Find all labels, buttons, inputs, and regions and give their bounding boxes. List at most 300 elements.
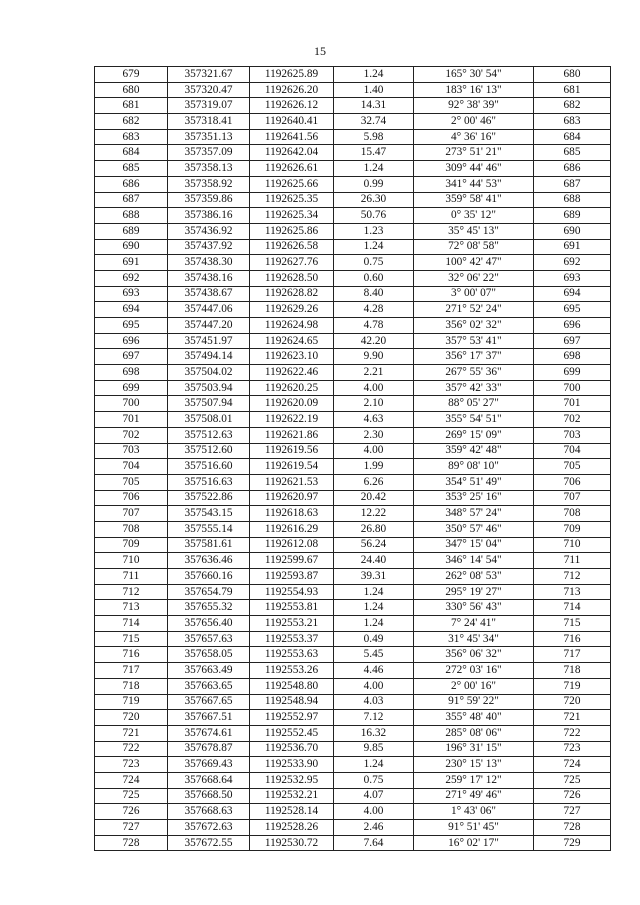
point-to-cell: 699 bbox=[534, 365, 611, 381]
point-to-cell: 688 bbox=[534, 192, 611, 208]
y-coordinate-cell: 1192612.08 bbox=[250, 537, 334, 553]
point-from-cell: 689 bbox=[95, 223, 168, 239]
y-coordinate-cell: 1192532.21 bbox=[250, 788, 334, 804]
x-coordinate-cell: 357358.92 bbox=[168, 176, 250, 192]
table-row bbox=[95, 663, 611, 679]
distance-cell: 0.60 bbox=[334, 270, 414, 286]
y-coordinate-cell: 1192532.95 bbox=[250, 772, 334, 788]
y-coordinate-cell: 1192528.14 bbox=[250, 804, 334, 820]
bearing-cell: 35° 45' 13" bbox=[414, 223, 534, 239]
x-coordinate-cell: 357359.86 bbox=[168, 192, 250, 208]
y-coordinate-cell: 1192625.35 bbox=[250, 192, 334, 208]
point-to-cell: 707 bbox=[534, 490, 611, 506]
table-row bbox=[95, 569, 611, 585]
bearing-cell: 348° 57' 24" bbox=[414, 506, 534, 522]
distance-cell: 26.30 bbox=[334, 192, 414, 208]
distance-cell: 56.24 bbox=[334, 537, 414, 553]
y-coordinate-cell: 1192626.12 bbox=[250, 98, 334, 114]
y-coordinate-cell: 1192622.19 bbox=[250, 412, 334, 428]
table-row bbox=[95, 208, 611, 224]
table-row bbox=[95, 804, 611, 820]
point-from-cell: 720 bbox=[95, 710, 168, 726]
table-row bbox=[95, 459, 611, 475]
distance-cell: 32.74 bbox=[334, 114, 414, 130]
y-coordinate-cell: 1192628.50 bbox=[250, 270, 334, 286]
point-to-cell: 682 bbox=[534, 98, 611, 114]
point-from-cell: 719 bbox=[95, 694, 168, 710]
bearing-cell: 356° 06' 32" bbox=[414, 647, 534, 663]
table-row bbox=[95, 725, 611, 741]
bearing-cell: 271° 52' 24" bbox=[414, 302, 534, 318]
point-from-cell: 705 bbox=[95, 474, 168, 490]
bearing-cell: 346° 14' 54" bbox=[414, 553, 534, 569]
point-from-cell: 687 bbox=[95, 192, 168, 208]
point-from-cell: 702 bbox=[95, 427, 168, 443]
distance-cell: 42.20 bbox=[334, 333, 414, 349]
y-coordinate-cell: 1192626.58 bbox=[250, 239, 334, 255]
point-from-cell: 688 bbox=[95, 208, 168, 224]
x-coordinate-cell: 357657.63 bbox=[168, 631, 250, 647]
point-from-cell: 725 bbox=[95, 788, 168, 804]
x-coordinate-cell: 357668.50 bbox=[168, 788, 250, 804]
bearing-cell: 285° 08' 06" bbox=[414, 725, 534, 741]
point-to-cell: 694 bbox=[534, 286, 611, 302]
point-from-cell: 692 bbox=[95, 270, 168, 286]
point-from-cell: 721 bbox=[95, 725, 168, 741]
table-row bbox=[95, 223, 611, 239]
point-from-cell: 679 bbox=[95, 67, 168, 83]
point-to-cell: 729 bbox=[534, 835, 611, 851]
table-row bbox=[95, 349, 611, 365]
x-coordinate-cell: 357351.13 bbox=[168, 129, 250, 145]
x-coordinate-cell: 357357.09 bbox=[168, 145, 250, 161]
y-coordinate-cell: 1192640.41 bbox=[250, 114, 334, 130]
distance-cell: 20.42 bbox=[334, 490, 414, 506]
bearing-cell: 357° 53' 41" bbox=[414, 333, 534, 349]
point-from-cell: 691 bbox=[95, 255, 168, 271]
distance-cell: 0.75 bbox=[334, 255, 414, 271]
bearing-cell: 273° 51' 21" bbox=[414, 145, 534, 161]
x-coordinate-cell: 357674.61 bbox=[168, 725, 250, 741]
x-coordinate-cell: 357522.86 bbox=[168, 490, 250, 506]
bearing-cell: 350° 57' 46" bbox=[414, 521, 534, 537]
x-coordinate-cell: 357507.94 bbox=[168, 396, 250, 412]
point-from-cell: 697 bbox=[95, 349, 168, 365]
point-to-cell: 719 bbox=[534, 678, 611, 694]
point-from-cell: 714 bbox=[95, 616, 168, 632]
bearing-cell: 165° 30' 54" bbox=[414, 67, 534, 83]
y-coordinate-cell: 1192552.45 bbox=[250, 725, 334, 741]
distance-cell: 1.24 bbox=[334, 600, 414, 616]
distance-cell: 0.99 bbox=[334, 176, 414, 192]
y-coordinate-cell: 1192624.98 bbox=[250, 318, 334, 334]
bearing-cell: 330° 56' 43" bbox=[414, 600, 534, 616]
distance-cell: 2.21 bbox=[334, 365, 414, 381]
point-from-cell: 723 bbox=[95, 757, 168, 773]
table-row bbox=[95, 302, 611, 318]
point-from-cell: 727 bbox=[95, 820, 168, 836]
table-row bbox=[95, 600, 611, 616]
point-to-cell: 721 bbox=[534, 710, 611, 726]
x-coordinate-cell: 357656.40 bbox=[168, 616, 250, 632]
distance-cell: 50.76 bbox=[334, 208, 414, 224]
distance-cell: 15.47 bbox=[334, 145, 414, 161]
y-coordinate-cell: 1192533.90 bbox=[250, 757, 334, 773]
distance-cell: 4.63 bbox=[334, 412, 414, 428]
distance-cell: 1.24 bbox=[334, 67, 414, 83]
point-to-cell: 686 bbox=[534, 161, 611, 177]
table-row bbox=[95, 584, 611, 600]
distance-cell: 1.24 bbox=[334, 616, 414, 632]
point-to-cell: 689 bbox=[534, 208, 611, 224]
bearing-cell: 267° 55' 36" bbox=[414, 365, 534, 381]
point-from-cell: 715 bbox=[95, 631, 168, 647]
distance-cell: 4.00 bbox=[334, 804, 414, 820]
point-to-cell: 712 bbox=[534, 569, 611, 585]
point-from-cell: 690 bbox=[95, 239, 168, 255]
point-to-cell: 713 bbox=[534, 584, 611, 600]
bearing-cell: 354° 51' 49" bbox=[414, 474, 534, 490]
y-coordinate-cell: 1192593.87 bbox=[250, 569, 334, 585]
point-to-cell: 723 bbox=[534, 741, 611, 757]
table-row bbox=[95, 443, 611, 459]
point-to-cell: 728 bbox=[534, 820, 611, 836]
point-from-cell: 686 bbox=[95, 176, 168, 192]
table-row bbox=[95, 553, 611, 569]
y-coordinate-cell: 1192628.82 bbox=[250, 286, 334, 302]
point-to-cell: 726 bbox=[534, 788, 611, 804]
x-coordinate-cell: 357503.94 bbox=[168, 380, 250, 396]
point-from-cell: 701 bbox=[95, 412, 168, 428]
point-from-cell: 693 bbox=[95, 286, 168, 302]
x-coordinate-cell: 357543.15 bbox=[168, 506, 250, 522]
y-coordinate-cell: 1192528.26 bbox=[250, 820, 334, 836]
y-coordinate-cell: 1192599.67 bbox=[250, 553, 334, 569]
table-row bbox=[95, 396, 611, 412]
y-coordinate-cell: 1192626.20 bbox=[250, 82, 334, 98]
distance-cell: 0.49 bbox=[334, 631, 414, 647]
table-row bbox=[95, 114, 611, 130]
distance-cell: 4.03 bbox=[334, 694, 414, 710]
page-number: 15 bbox=[314, 44, 326, 58]
y-coordinate-cell: 1192548.80 bbox=[250, 678, 334, 694]
table-row bbox=[95, 537, 611, 553]
table-row bbox=[95, 631, 611, 647]
x-coordinate-cell: 357516.63 bbox=[168, 474, 250, 490]
point-to-cell: 680 bbox=[534, 67, 611, 83]
point-to-cell: 705 bbox=[534, 459, 611, 475]
bearing-cell: 16° 02' 17" bbox=[414, 835, 534, 851]
distance-cell: 4.00 bbox=[334, 678, 414, 694]
x-coordinate-cell: 357386.16 bbox=[168, 208, 250, 224]
x-coordinate-cell: 357669.43 bbox=[168, 757, 250, 773]
x-coordinate-cell: 357672.55 bbox=[168, 835, 250, 851]
y-coordinate-cell: 1192553.81 bbox=[250, 600, 334, 616]
y-coordinate-cell: 1192548.94 bbox=[250, 694, 334, 710]
distance-cell: 7.12 bbox=[334, 710, 414, 726]
point-from-cell: 726 bbox=[95, 804, 168, 820]
x-coordinate-cell: 357320.47 bbox=[168, 82, 250, 98]
y-coordinate-cell: 1192622.46 bbox=[250, 365, 334, 381]
distance-cell: 1.23 bbox=[334, 223, 414, 239]
point-to-cell: 715 bbox=[534, 616, 611, 632]
bearing-cell: 88° 05' 27" bbox=[414, 396, 534, 412]
table-row bbox=[95, 412, 611, 428]
coordinates-table bbox=[94, 66, 611, 851]
bearing-cell: 2° 00' 46" bbox=[414, 114, 534, 130]
y-coordinate-cell: 1192554.93 bbox=[250, 584, 334, 600]
point-from-cell: 700 bbox=[95, 396, 168, 412]
table-row bbox=[95, 333, 611, 349]
point-to-cell: 690 bbox=[534, 223, 611, 239]
table-row bbox=[95, 255, 611, 271]
x-coordinate-cell: 357321.67 bbox=[168, 67, 250, 83]
table-row bbox=[95, 678, 611, 694]
point-from-cell: 710 bbox=[95, 553, 168, 569]
table-row bbox=[95, 67, 611, 83]
distance-cell: 4.46 bbox=[334, 663, 414, 679]
point-to-cell: 716 bbox=[534, 631, 611, 647]
point-to-cell: 703 bbox=[534, 427, 611, 443]
bearing-cell: 4° 36' 16" bbox=[414, 129, 534, 145]
x-coordinate-cell: 357581.61 bbox=[168, 537, 250, 553]
y-coordinate-cell: 1192620.97 bbox=[250, 490, 334, 506]
bearing-cell: 356° 02' 32" bbox=[414, 318, 534, 334]
bearing-cell: 341° 44' 53" bbox=[414, 176, 534, 192]
distance-cell: 4.07 bbox=[334, 788, 414, 804]
distance-cell: 4.00 bbox=[334, 443, 414, 459]
point-to-cell: 692 bbox=[534, 255, 611, 271]
distance-cell: 26.80 bbox=[334, 521, 414, 537]
distance-cell: 6.26 bbox=[334, 474, 414, 490]
point-from-cell: 696 bbox=[95, 333, 168, 349]
table-row bbox=[95, 176, 611, 192]
x-coordinate-cell: 357438.30 bbox=[168, 255, 250, 271]
table-row bbox=[95, 616, 611, 632]
table-row bbox=[95, 270, 611, 286]
table-row bbox=[95, 772, 611, 788]
point-to-cell: 702 bbox=[534, 412, 611, 428]
bearing-cell: 100° 42' 47" bbox=[414, 255, 534, 271]
distance-cell: 9.85 bbox=[334, 741, 414, 757]
point-from-cell: 708 bbox=[95, 521, 168, 537]
x-coordinate-cell: 357436.92 bbox=[168, 223, 250, 239]
x-coordinate-cell: 357660.16 bbox=[168, 569, 250, 585]
bearing-cell: 359° 42' 48" bbox=[414, 443, 534, 459]
x-coordinate-cell: 357658.05 bbox=[168, 647, 250, 663]
x-coordinate-cell: 357447.20 bbox=[168, 318, 250, 334]
point-from-cell: 724 bbox=[95, 772, 168, 788]
point-from-cell: 704 bbox=[95, 459, 168, 475]
point-to-cell: 693 bbox=[534, 270, 611, 286]
table-row bbox=[95, 788, 611, 804]
point-from-cell: 682 bbox=[95, 114, 168, 130]
table-row bbox=[95, 474, 611, 490]
x-coordinate-cell: 357358.13 bbox=[168, 161, 250, 177]
y-coordinate-cell: 1192553.21 bbox=[250, 616, 334, 632]
x-coordinate-cell: 357655.32 bbox=[168, 600, 250, 616]
distance-cell: 12.22 bbox=[334, 506, 414, 522]
point-from-cell: 717 bbox=[95, 663, 168, 679]
y-coordinate-cell: 1192536.70 bbox=[250, 741, 334, 757]
bearing-cell: 356° 17' 37" bbox=[414, 349, 534, 365]
point-to-cell: 714 bbox=[534, 600, 611, 616]
point-to-cell: 691 bbox=[534, 239, 611, 255]
table-row bbox=[95, 98, 611, 114]
distance-cell: 8.40 bbox=[334, 286, 414, 302]
table-row bbox=[95, 380, 611, 396]
x-coordinate-cell: 357663.65 bbox=[168, 678, 250, 694]
bearing-cell: 230° 15' 13" bbox=[414, 757, 534, 773]
y-coordinate-cell: 1192621.53 bbox=[250, 474, 334, 490]
point-to-cell: 696 bbox=[534, 318, 611, 334]
point-to-cell: 681 bbox=[534, 82, 611, 98]
distance-cell: 4.00 bbox=[334, 380, 414, 396]
bearing-cell: 1° 43' 06" bbox=[414, 804, 534, 820]
y-coordinate-cell: 1192626.61 bbox=[250, 161, 334, 177]
point-from-cell: 694 bbox=[95, 302, 168, 318]
y-coordinate-cell: 1192625.66 bbox=[250, 176, 334, 192]
bearing-cell: 7° 24' 41" bbox=[414, 616, 534, 632]
y-coordinate-cell: 1192625.89 bbox=[250, 67, 334, 83]
distance-cell: 5.98 bbox=[334, 129, 414, 145]
point-to-cell: 708 bbox=[534, 506, 611, 522]
y-coordinate-cell: 1192641.56 bbox=[250, 129, 334, 145]
x-coordinate-cell: 357494.14 bbox=[168, 349, 250, 365]
x-coordinate-cell: 357437.92 bbox=[168, 239, 250, 255]
coordinates-table-body bbox=[95, 67, 611, 851]
x-coordinate-cell: 357667.65 bbox=[168, 694, 250, 710]
table-row bbox=[95, 694, 611, 710]
distance-cell: 1.24 bbox=[334, 239, 414, 255]
table-row bbox=[95, 741, 611, 757]
x-coordinate-cell: 357667.51 bbox=[168, 710, 250, 726]
point-from-cell: 718 bbox=[95, 678, 168, 694]
point-from-cell: 695 bbox=[95, 318, 168, 334]
distance-cell: 5.45 bbox=[334, 647, 414, 663]
y-coordinate-cell: 1192619.54 bbox=[250, 459, 334, 475]
distance-cell: 4.28 bbox=[334, 302, 414, 318]
y-coordinate-cell: 1192616.29 bbox=[250, 521, 334, 537]
bearing-cell: 355° 48' 40" bbox=[414, 710, 534, 726]
point-to-cell: 701 bbox=[534, 396, 611, 412]
y-coordinate-cell: 1192553.37 bbox=[250, 631, 334, 647]
point-to-cell: 727 bbox=[534, 804, 611, 820]
y-coordinate-cell: 1192621.86 bbox=[250, 427, 334, 443]
table-row bbox=[95, 318, 611, 334]
table-row bbox=[95, 710, 611, 726]
x-coordinate-cell: 357447.06 bbox=[168, 302, 250, 318]
x-coordinate-cell: 357636.46 bbox=[168, 553, 250, 569]
y-coordinate-cell: 1192553.26 bbox=[250, 663, 334, 679]
y-coordinate-cell: 1192620.09 bbox=[250, 396, 334, 412]
distance-cell: 1.24 bbox=[334, 584, 414, 600]
x-coordinate-cell: 357438.67 bbox=[168, 286, 250, 302]
x-coordinate-cell: 357512.60 bbox=[168, 443, 250, 459]
distance-cell: 1.40 bbox=[334, 82, 414, 98]
point-to-cell: 724 bbox=[534, 757, 611, 773]
x-coordinate-cell: 357512.63 bbox=[168, 427, 250, 443]
table-row bbox=[95, 521, 611, 537]
point-to-cell: 710 bbox=[534, 537, 611, 553]
point-to-cell: 704 bbox=[534, 443, 611, 459]
point-from-cell: 711 bbox=[95, 569, 168, 585]
y-coordinate-cell: 1192623.10 bbox=[250, 349, 334, 365]
y-coordinate-cell: 1192530.72 bbox=[250, 835, 334, 851]
table-row bbox=[95, 647, 611, 663]
point-to-cell: 695 bbox=[534, 302, 611, 318]
point-from-cell: 680 bbox=[95, 82, 168, 98]
bearing-cell: 355° 54' 51" bbox=[414, 412, 534, 428]
point-to-cell: 725 bbox=[534, 772, 611, 788]
point-to-cell: 685 bbox=[534, 145, 611, 161]
table-row bbox=[95, 145, 611, 161]
distance-cell: 1.24 bbox=[334, 161, 414, 177]
distance-cell: 2.10 bbox=[334, 396, 414, 412]
x-coordinate-cell: 357672.63 bbox=[168, 820, 250, 836]
y-coordinate-cell: 1192552.97 bbox=[250, 710, 334, 726]
table-row bbox=[95, 129, 611, 145]
y-coordinate-cell: 1192627.76 bbox=[250, 255, 334, 271]
table-row bbox=[95, 161, 611, 177]
bearing-cell: 272° 03' 16" bbox=[414, 663, 534, 679]
x-coordinate-cell: 357678.87 bbox=[168, 741, 250, 757]
bearing-cell: 92° 38' 39" bbox=[414, 98, 534, 114]
point-to-cell: 700 bbox=[534, 380, 611, 396]
distance-cell: 1.24 bbox=[334, 757, 414, 773]
table-row bbox=[95, 427, 611, 443]
point-from-cell: 709 bbox=[95, 537, 168, 553]
point-to-cell: 683 bbox=[534, 114, 611, 130]
bearing-cell: 183° 16' 13" bbox=[414, 82, 534, 98]
point-to-cell: 717 bbox=[534, 647, 611, 663]
point-from-cell: 707 bbox=[95, 506, 168, 522]
y-coordinate-cell: 1192642.04 bbox=[250, 145, 334, 161]
point-from-cell: 685 bbox=[95, 161, 168, 177]
table-row bbox=[95, 192, 611, 208]
point-from-cell: 728 bbox=[95, 835, 168, 851]
x-coordinate-cell: 357555.14 bbox=[168, 521, 250, 537]
bearing-cell: 3° 00' 07" bbox=[414, 286, 534, 302]
point-to-cell: 718 bbox=[534, 663, 611, 679]
x-coordinate-cell: 357319.07 bbox=[168, 98, 250, 114]
y-coordinate-cell: 1192629.26 bbox=[250, 302, 334, 318]
point-from-cell: 681 bbox=[95, 98, 168, 114]
point-to-cell: 722 bbox=[534, 725, 611, 741]
x-coordinate-cell: 357663.49 bbox=[168, 663, 250, 679]
point-to-cell: 720 bbox=[534, 694, 611, 710]
y-coordinate-cell: 1192625.34 bbox=[250, 208, 334, 224]
bearing-cell: 32° 06' 22" bbox=[414, 270, 534, 286]
distance-cell: 39.31 bbox=[334, 569, 414, 585]
bearing-cell: 309° 44' 46" bbox=[414, 161, 534, 177]
distance-cell: 4.78 bbox=[334, 318, 414, 334]
point-from-cell: 684 bbox=[95, 145, 168, 161]
point-to-cell: 706 bbox=[534, 474, 611, 490]
x-coordinate-cell: 357668.63 bbox=[168, 804, 250, 820]
bearing-cell: 0° 35' 12" bbox=[414, 208, 534, 224]
point-to-cell: 697 bbox=[534, 333, 611, 349]
point-from-cell: 722 bbox=[95, 741, 168, 757]
point-from-cell: 712 bbox=[95, 584, 168, 600]
distance-cell: 0.75 bbox=[334, 772, 414, 788]
bearing-cell: 196° 31' 15" bbox=[414, 741, 534, 757]
point-to-cell: 684 bbox=[534, 129, 611, 145]
x-coordinate-cell: 357318.41 bbox=[168, 114, 250, 130]
bearing-cell: 31° 45' 34" bbox=[414, 631, 534, 647]
point-to-cell: 709 bbox=[534, 521, 611, 537]
bearing-cell: 72° 08' 58" bbox=[414, 239, 534, 255]
